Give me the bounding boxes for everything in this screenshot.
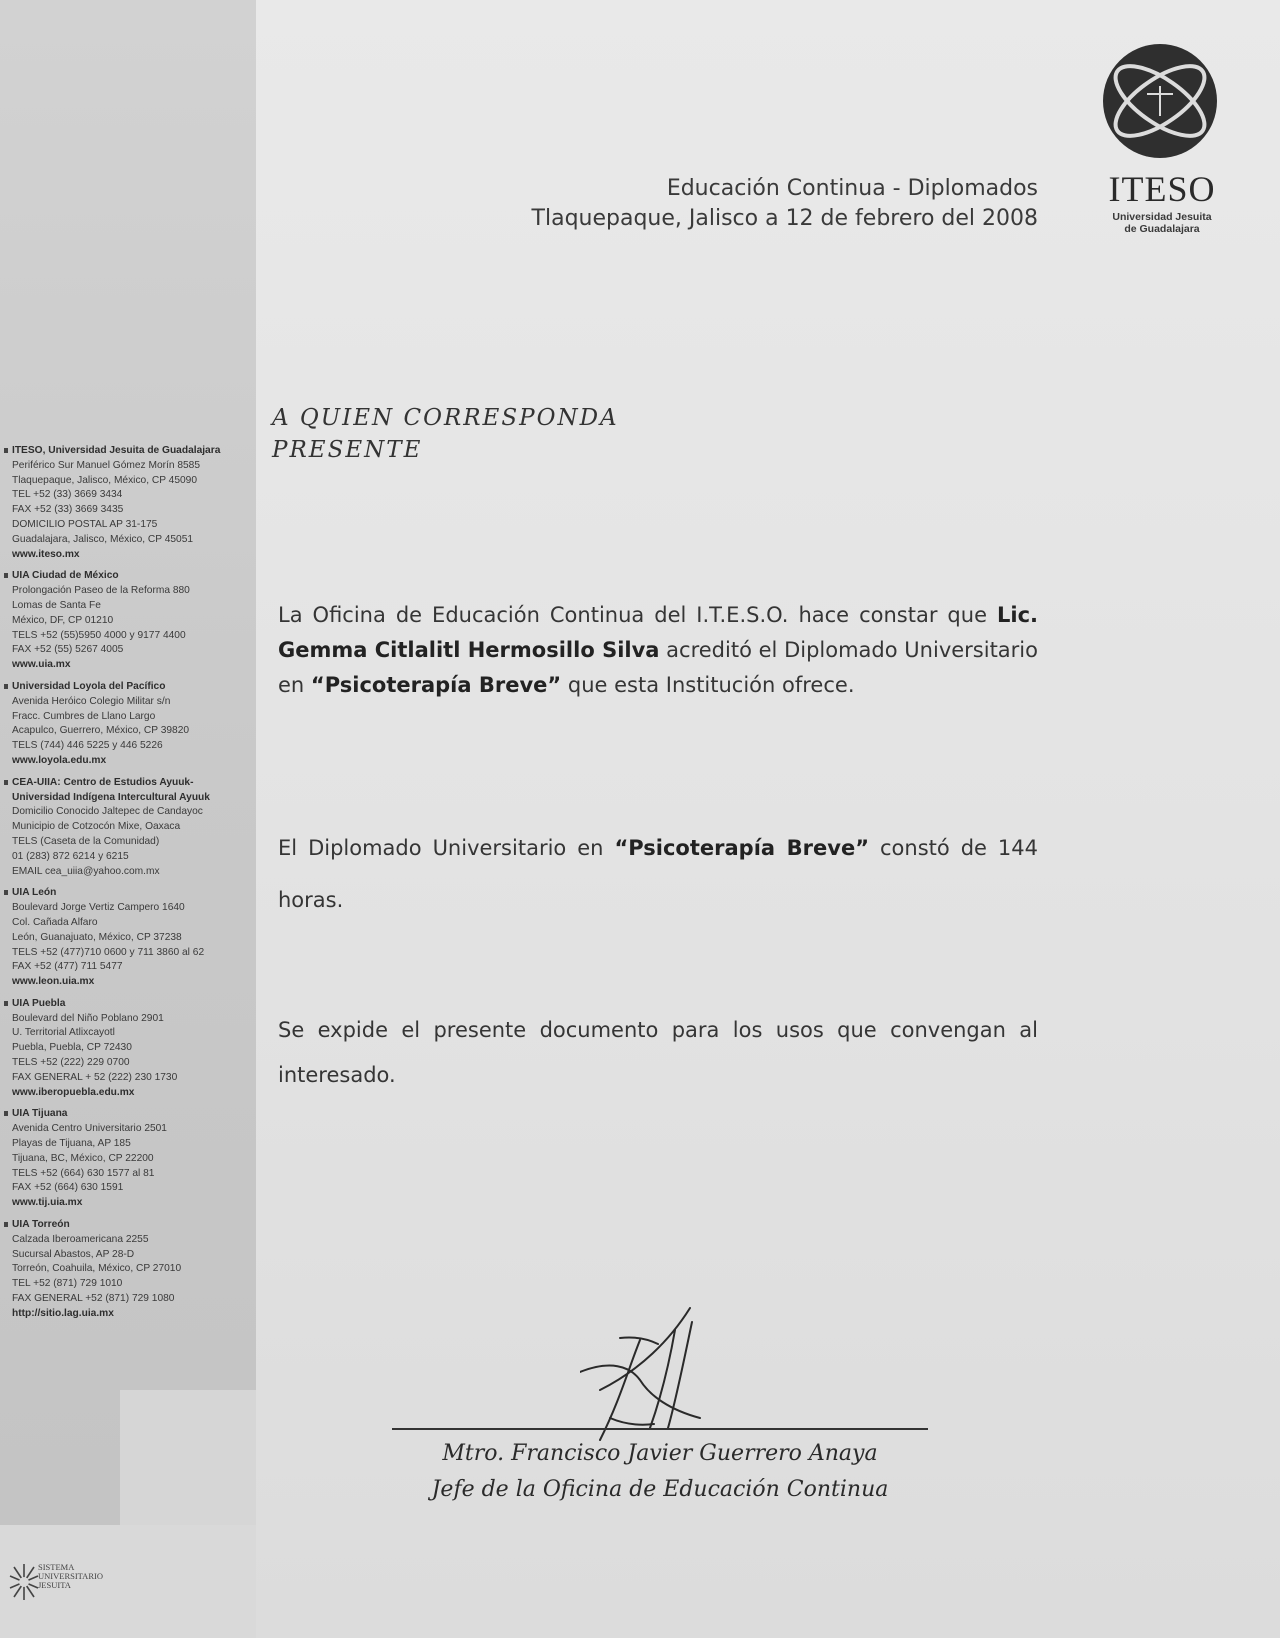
campus-address-line: Boulevard Jorge Vertiz Campero 1640 — [12, 902, 185, 914]
salutation-line: PRESENTE — [272, 437, 423, 463]
course-name: “Psicoterapía Breve” — [310, 673, 562, 697]
bullet-icon — [4, 1001, 8, 1006]
signature-line — [392, 1428, 928, 1430]
signer-name: Mtro. Francisco Javier Guerrero Anaya — [442, 1441, 878, 1466]
campus-address-line: Prolongación Paseo de la Reforma 880 — [12, 585, 190, 597]
date-line: Tlaquepaque, Jalisco a 12 de febrero del 2008 — [531, 206, 1038, 231]
bullet-icon — [4, 1222, 8, 1227]
campus-address-line: Puebla, Puebla, CP 72430 — [12, 1042, 132, 1054]
campus-name: UIA Puebla — [12, 997, 66, 1009]
campus-website: www.iteso.mx — [12, 548, 80, 560]
campus-website: www.leon.uia.mx — [12, 976, 95, 988]
salutation — [272, 402, 619, 466]
campus-website: www.tij.uia.mx — [12, 1197, 83, 1209]
graduate-name: Lic. Gemma Citlalitl Hermosillo Silva — [278, 603, 1038, 662]
campus-address-line: FAX +52 (664) 630 1591 — [12, 1182, 124, 1194]
campus-block — [4, 1218, 254, 1322]
campus-block — [4, 680, 254, 769]
campus-address-line: FAX GENERAL + 52 (222) 230 1730 — [12, 1071, 178, 1083]
campus-name: UIA Torreón — [12, 1219, 70, 1231]
bullet-icon — [4, 1111, 8, 1116]
hours-paragraph — [278, 822, 1038, 926]
campus-address-line: Periférico Sur Manuel Gómez Morín 8585 — [12, 459, 200, 471]
campus-address-list — [4, 444, 254, 1329]
footer-logo-line: SISTEMA — [38, 1562, 75, 1572]
bullet-icon — [4, 573, 8, 578]
paragraph-text: La Oficina de Educación Continua del I.T.E.S.O. hace constar que — [278, 603, 987, 627]
campus-address-line: FAX +52 (33) 3669 3435 — [12, 504, 124, 516]
iteso-emblem-icon — [1101, 42, 1219, 160]
campus-address-line: FAX GENERAL +52 (871) 729 1080 — [12, 1293, 175, 1305]
campus-address-line: Municipio de Cotzocón Mixe, Oaxaca — [12, 821, 181, 833]
campus-block — [4, 444, 254, 562]
campus-name: CEA-UIIA: Centro de Estudios Ayuuk- — [12, 776, 194, 788]
campus-website: www.iberopuebla.edu.mx — [12, 1086, 135, 1098]
campus-address-line: Fracc. Cumbres de Llano Largo — [12, 710, 156, 722]
signer-block — [390, 1436, 930, 1508]
course-name: “Psicoterapía Breve” — [614, 836, 870, 860]
campus-address-line: Boulevard del Niño Poblano 2901 — [12, 1012, 164, 1024]
sistema-universitario-jesuita-text — [38, 1563, 103, 1590]
campus-address-line: México, DF, CP 01210 — [12, 614, 114, 626]
campus-address-line: EMAIL cea_uiia@yahoo.com.mx — [12, 865, 160, 877]
campus-address-line: TEL +52 (33) 3669 3434 — [12, 489, 123, 501]
campus-website: www.loyola.edu.mx — [12, 754, 107, 766]
campus-address-line: Acapulco, Guerrero, México, CP 39820 — [12, 725, 190, 737]
campus-address-line: Sucursal Abastos, AP 28-D — [12, 1248, 135, 1260]
department-line: Educación Continua - Diplomados — [666, 176, 1038, 201]
campus-block — [4, 997, 254, 1101]
campus-block — [4, 886, 254, 990]
footer-logo-line: JESUITA — [38, 1580, 71, 1590]
certification-paragraph — [278, 598, 1038, 703]
campus-address-line: TELS +52 (477)710 0600 y 711 3860 al 62 — [12, 946, 205, 958]
campus-address-line: TELS (744) 446 5225 y 446 5226 — [12, 740, 163, 752]
iteso-subtitle-line: de Guadalajara — [1124, 223, 1200, 235]
sidebar-panel — [120, 1390, 256, 1525]
paragraph-text: acreditó el Diplomado Universitario en — [278, 638, 1038, 697]
campus-address-line: Domicilio Conocido Jaltepec de Candayoc — [12, 806, 203, 818]
campus-address-line: Calzada Iberoamericana 2255 — [12, 1233, 149, 1245]
footer-logo-line: UNIVERSITARIO — [38, 1571, 103, 1581]
campus-name: UIA Tijuana — [12, 1108, 68, 1120]
campus-address-line: León, Guanajuato, México, CP 37238 — [12, 931, 182, 943]
bullet-icon — [4, 448, 8, 453]
campus-block — [4, 776, 254, 880]
campus-name: Universidad Indígena Intercultural Ayuuk — [12, 791, 210, 803]
campus-address-line: DOMICILIO POSTAL AP 31-175 — [12, 518, 158, 530]
bullet-icon — [4, 780, 8, 785]
salutation-line: A QUIEN CORRESPONDA — [272, 405, 619, 431]
campus-address-line: Tlaquepaque, Jalisco, México, CP 45090 — [12, 474, 197, 486]
campus-block — [4, 569, 254, 673]
closing-paragraph: Se expide el presente documento para los usos que convengan al interesado. — [278, 1018, 1038, 1087]
paragraph-text: que esta Institución ofrece. — [567, 673, 855, 697]
campus-address-line: TELS +52 (55)5950 4000 y 9177 4400 — [12, 629, 186, 641]
campus-name: UIA Ciudad de México — [12, 570, 119, 582]
campus-name: ITESO, Universidad Jesuita de Guadalajara — [12, 445, 221, 456]
letter-header — [532, 174, 1038, 234]
campus-address-line: Avenida Heróico Colegio Militar s/n — [12, 695, 171, 707]
campus-block — [4, 1107, 254, 1211]
campus-address-line: Lomas de Santa Fe — [12, 599, 101, 611]
iteso-subtitle — [1096, 211, 1228, 235]
campus-address-line: Tijuana, BC, México, CP 22200 — [12, 1152, 154, 1164]
campus-address-line: Avenida Centro Universitario 2501 — [12, 1123, 167, 1135]
campus-name: Universidad Loyola del Pacífico — [12, 680, 166, 692]
campus-name: UIA León — [12, 887, 57, 899]
campus-address-line: FAX +52 (477) 711 5477 — [12, 961, 123, 973]
bullet-icon — [4, 684, 8, 689]
campus-address-line: Playas de Tijuana, AP 185 — [12, 1138, 131, 1150]
paragraph-text: constó de 144 horas. — [278, 836, 1038, 912]
campus-website: http://sitio.lag.uia.mx — [12, 1307, 114, 1319]
campus-address-line: TELS +52 (222) 229 0700 — [12, 1057, 130, 1069]
campus-address-line: TEL +52 (871) 729 1010 — [12, 1278, 123, 1290]
campus-address-line: 01 (283) 872 6214 y 6215 — [12, 850, 129, 862]
campus-address-line: TELS +52 (664) 630 1577 al 81 — [12, 1167, 155, 1179]
campus-address-line: Guadalajara, Jalisco, México, CP 45051 — [12, 533, 194, 545]
signer-title: Jefe de la Oficina de Educación Continua — [431, 1477, 889, 1502]
bullet-icon — [4, 890, 8, 895]
iteso-wordmark: ITESO — [1108, 169, 1216, 209]
campus-website: www.uia.mx — [12, 659, 71, 671]
campus-address-line: TELS (Caseta de la Comunidad) — [12, 835, 160, 847]
paragraph-text: El Diplomado Universitario en — [278, 836, 604, 860]
campus-address-line: Torreón, Coahuila, México, CP 27010 — [12, 1263, 182, 1275]
sistema-universitario-jesuita-icon — [8, 1560, 40, 1604]
iteso-subtitle-line: Universidad Jesuita — [1112, 211, 1212, 223]
campus-address-line: Col. Cañada Alfaro — [12, 916, 98, 928]
campus-address-line: U. Territorial Atlixcayotl — [12, 1027, 115, 1039]
campus-address-line: FAX +52 (55) 5267 4005 — [12, 644, 124, 656]
